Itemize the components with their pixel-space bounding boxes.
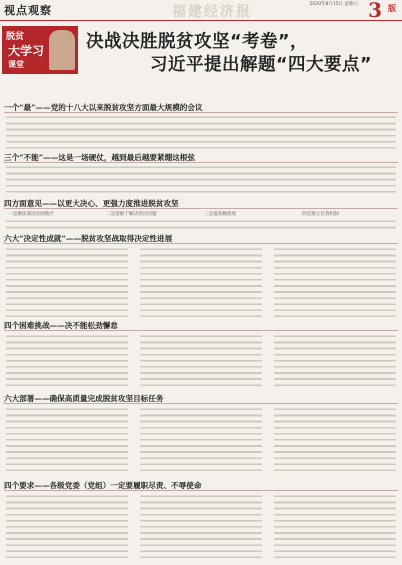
section-body [6,219,396,229]
section-rule [4,403,398,404]
column-text [6,247,128,317]
point-3: 三是提高精准度 [204,212,237,217]
section-rule [4,243,398,244]
section-title: 一个“最”——党的十八大以来脱贫攻坚方面最大规模的会议 [4,103,203,112]
page-header [0,0,402,21]
point-4: 四是建立长效机制 [302,212,339,217]
column-text [274,494,396,560]
badge-line1: 脱贫 [6,32,25,42]
badge-line2: 大学习 [8,44,45,58]
column-text [6,407,128,475]
point-2: 二是着眼于解决突出问题 [106,212,157,217]
section-title: 六大部署——确保高质量完成脱贫攻坚目标任务 [4,394,164,403]
section-rule [4,490,398,491]
section-title: 四个要求——各级党委（党组）一定要履职尽责、不辱使命 [4,481,202,490]
headline-line1: 决战决胜脱贫攻坚“考卷”， [86,32,309,52]
section-rule [4,208,398,209]
newspaper-logo: 福建经济报 [172,4,252,20]
column-text [274,407,396,475]
column-text [140,494,262,560]
column-text [140,407,262,475]
point-1: 一是聚焦深度贫困地区 [8,212,54,217]
headline-line2: 习近平提出解题“四大要点” [150,55,373,75]
column-text [6,334,128,390]
column-text [274,247,396,317]
section-body [6,115,396,149]
page-number: 3 [368,0,382,22]
section-rule [4,330,398,331]
section-title: 四个困难挑战——决不能松劲懈怠 [4,321,118,330]
portrait-image [49,30,75,70]
section-rule [4,112,398,113]
column-text [274,334,396,390]
column-text [140,247,262,317]
date-line: 2020年8月15日 星期六 [309,2,358,7]
column-text [6,494,128,560]
section-rule [4,162,398,163]
badge-line3: 课堂 [8,60,24,69]
section-title: 六大“决定性成就”——脱贫攻坚战取得决定性进展 [4,234,173,243]
section-title: 三个“不能”——这是一场硬仗，越到最后越要紧绷这根弦 [4,153,195,162]
column-badge [2,26,78,74]
page-word: 版 [388,4,396,13]
section-title: 四方面意见——以更大决心、更强力度推进脱贫攻坚 [4,199,179,208]
section-name: 视点观察 [4,4,52,17]
section-body [6,165,396,195]
column-text [140,334,262,390]
